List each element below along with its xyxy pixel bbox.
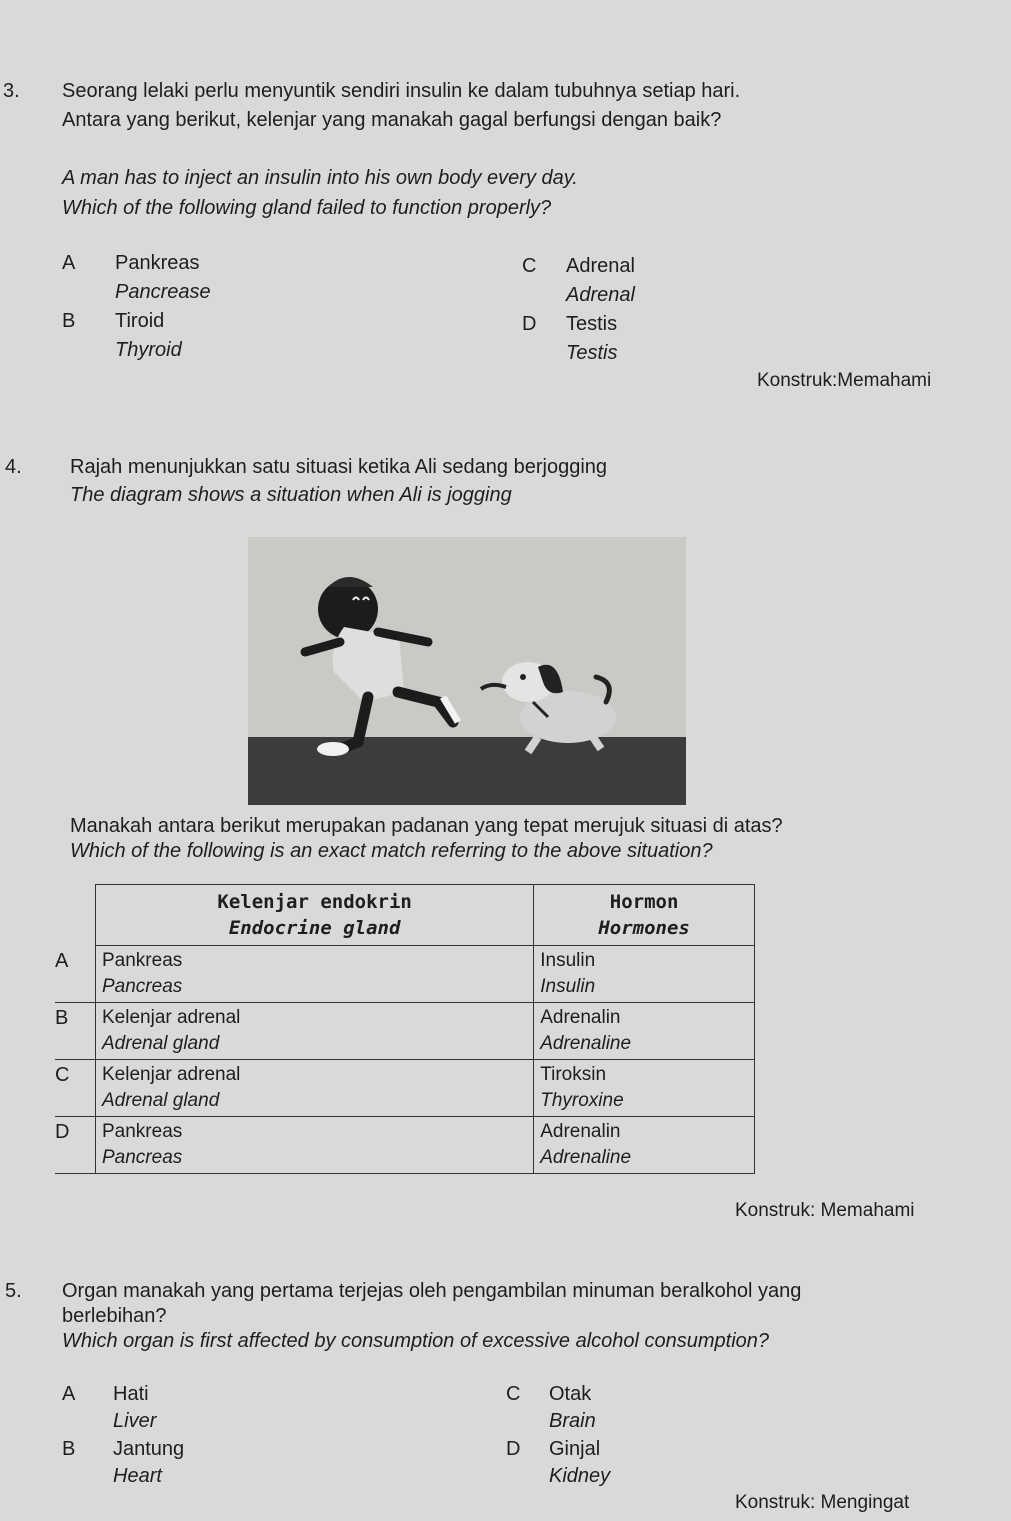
option-letter[interactable]: C	[506, 1383, 521, 1405]
question-number: 3.	[3, 80, 20, 102]
question-text-en: A man has to inject an insulin into his own body every day.	[62, 167, 578, 189]
hormone-en: Adrenaline	[540, 1147, 632, 1168]
option-letter[interactable]: A	[62, 252, 76, 274]
hormone-ms: Tiroksin	[540, 1064, 607, 1085]
gland-cell	[96, 1117, 534, 1174]
hormone-cell	[534, 1060, 755, 1117]
question-number: 4.	[5, 456, 22, 478]
answer-table	[55, 884, 755, 1174]
option-c-en: Adrenal	[566, 284, 635, 306]
question-text-ms: Rajah menunjukkan satu situasi ketika Ali sedang berjogging	[70, 456, 608, 478]
jogging-illustration	[248, 537, 686, 805]
header-gland-ms: Kelenjar endokrin	[217, 891, 412, 913]
option-letter[interactable]: A	[62, 1383, 76, 1405]
question-text-ms: Organ manakah yang pertama terjejas oleh pengambilan minuman beralkohol yang	[62, 1280, 802, 1302]
hormone-en: Adrenaline	[540, 1033, 632, 1054]
question-text-en: Which of the following gland failed to function properly?	[62, 197, 552, 219]
option-b-en: Heart	[113, 1465, 162, 1487]
option-letter[interactable]: B	[62, 1438, 76, 1460]
table-row[interactable]	[55, 1003, 755, 1060]
gland-ms: Pankreas	[102, 1121, 183, 1142]
hormone-ms: Adrenalin	[540, 1007, 621, 1028]
option-d-ms: Ginjal	[549, 1438, 601, 1460]
hormone-cell	[534, 946, 755, 1003]
gland-en: Pancreas	[102, 1147, 183, 1168]
row-letter: B	[55, 1003, 96, 1060]
option-d-en: Kidney	[549, 1465, 611, 1487]
option-a-ms: Pankreas	[115, 252, 200, 274]
option-letter[interactable]: B	[62, 310, 76, 332]
option-a-ms: Hati	[113, 1383, 149, 1405]
option-c-ms: Otak	[549, 1383, 592, 1405]
option-letter[interactable]: C	[522, 255, 537, 277]
option-b-en: Thyroid	[115, 339, 182, 361]
option-b-ms: Tiroid	[115, 310, 165, 332]
option-a-en: Liver	[113, 1410, 157, 1432]
hormone-ms: Adrenalin	[540, 1121, 621, 1142]
question-text-en: Which organ is first affected by consumption of excessive alcohol consumption?	[62, 1330, 770, 1352]
construct-label: Konstruk:Memahami	[757, 370, 932, 391]
question-text-ms: Seorang lelaki perlu menyuntik sendiri insulin ke dalam tubuhnya setiap hari.	[62, 80, 741, 102]
hormone-en: Thyroxine	[540, 1090, 624, 1111]
header-hormone-ms: Hormon	[609, 891, 679, 913]
header-hormone-en: Hormones	[598, 917, 690, 939]
row-letter: C	[55, 1060, 96, 1117]
option-a-en: Pancrease	[115, 281, 211, 303]
construct-label: Konstruk: Memahami	[735, 1200, 915, 1221]
hormone-ms: Insulin	[540, 950, 596, 971]
gland-en: Pancreas	[102, 976, 183, 997]
gland-cell	[96, 1003, 534, 1060]
question-text-ms: Antara yang berikut, kelenjar yang manakah gagal berfungsi dengan baik?	[62, 109, 722, 131]
gland-ms: Kelenjar adrenal	[102, 1064, 241, 1085]
column-header-hormone	[534, 885, 755, 946]
table-corner	[55, 885, 96, 946]
question-text-en: Which of the following is an exact match referring to the above situation?	[70, 840, 713, 862]
row-letter: D	[55, 1117, 96, 1174]
hormone-en: Insulin	[540, 976, 596, 997]
table-row[interactable]	[55, 946, 755, 1003]
column-header-gland	[96, 885, 534, 946]
option-d-ms: Testis	[566, 313, 618, 335]
question-text-ms: berlebihan?	[62, 1305, 167, 1327]
gland-en: Adrenal gland	[102, 1033, 220, 1054]
gland-cell	[96, 946, 534, 1003]
row-letter: A	[55, 946, 96, 1003]
option-c-en: Brain	[549, 1410, 596, 1432]
question-number: 5.	[5, 1280, 22, 1302]
option-b-ms: Jantung	[113, 1438, 185, 1460]
option-d-en: Testis	[566, 342, 618, 364]
header-gland-en: Endocrine gland	[228, 917, 401, 939]
question-text-ms: Manakah antara berikut merupakan padanan yang tepat merujuk situasi di atas?	[70, 815, 783, 837]
question-text-en: The diagram shows a situation when Ali is jogging	[70, 484, 512, 506]
construct-label: Konstruk: Mengingat	[735, 1492, 910, 1513]
table-row[interactable]	[55, 1117, 755, 1174]
option-c-ms: Adrenal	[566, 255, 635, 277]
hormone-cell	[534, 1003, 755, 1060]
option-letter[interactable]: D	[506, 1438, 521, 1460]
gland-ms: Kelenjar adrenal	[102, 1007, 241, 1028]
option-letter[interactable]: D	[522, 313, 537, 335]
table-row[interactable]	[55, 1060, 755, 1117]
gland-cell	[96, 1060, 534, 1117]
gland-ms: Pankreas	[102, 950, 183, 971]
gland-en: Adrenal gland	[102, 1090, 220, 1111]
hormone-cell	[534, 1117, 755, 1174]
ground	[248, 737, 686, 805]
